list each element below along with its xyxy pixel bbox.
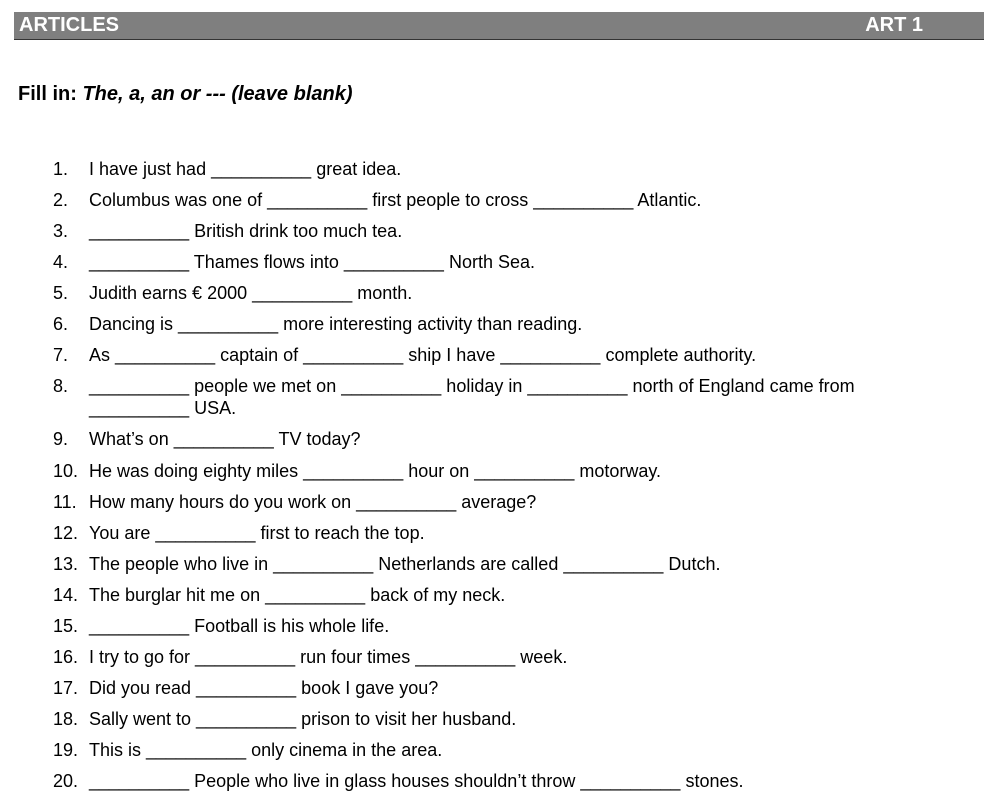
header-title: ARTICLES <box>19 14 119 36</box>
item-number: 8. <box>53 376 69 396</box>
item-text: The burglar hit me on __________ back of my neck. <box>89 585 506 605</box>
item-text: Sally went to __________ prison to visit her husband. <box>89 709 517 729</box>
item-number: 14. <box>53 585 79 605</box>
item-number: 20. <box>53 771 79 791</box>
item-number: 4. <box>53 252 69 272</box>
header-code: ART 1 <box>865 14 923 36</box>
item-text: I have just had __________ great idea. <box>89 159 402 179</box>
item-number: 9. <box>53 429 69 449</box>
instructions-options: The, a, an or --- (leave blank) <box>82 83 353 105</box>
item-text: He was doing eighty miles __________ hour on __________ motorway. <box>89 461 662 481</box>
item-number: 5. <box>53 283 69 303</box>
item-text: Did you read __________ book I gave you? <box>89 678 439 698</box>
item-number: 6. <box>53 314 69 334</box>
item-text: __________ Football is his whole life. <box>89 616 390 636</box>
item-number: 11. <box>53 492 77 512</box>
item-number: 7. <box>53 345 69 365</box>
item-number: 19. <box>53 740 79 760</box>
item-text: What’s on __________ TV today? <box>89 429 361 449</box>
item-text: Judith earns € 2000 __________ month. <box>89 283 413 303</box>
instructions-prefix: Fill in: <box>18 83 83 105</box>
item-text: __________ People who live in glass houses shouldn’t throw __________ stones. <box>89 771 744 791</box>
item-text: Dancing is __________ more interesting activity than reading. <box>89 314 583 334</box>
item-text-continuation: __________ USA. <box>89 398 237 418</box>
item-number: 3. <box>53 221 69 241</box>
item-text: As __________ captain of __________ ship I have __________ complete authority. <box>89 345 757 365</box>
item-number: 18. <box>53 709 79 729</box>
item-text: I try to go for __________ run four times __________ week. <box>89 647 568 667</box>
item-text: How many hours do you work on __________ average? <box>89 492 537 512</box>
item-text: This is __________ only cinema in the area. <box>89 740 443 760</box>
item-number: 10. <box>53 461 79 481</box>
item-text: __________ Thames flows into __________ North Sea. <box>89 252 535 272</box>
item-number: 17. <box>53 678 79 698</box>
item-number: 12. <box>53 523 79 543</box>
item-text: The people who live in __________ Netherlands are called __________ Dutch. <box>89 554 721 574</box>
item-text: __________ British drink too much tea. <box>89 221 403 241</box>
item-number: 13. <box>53 554 79 574</box>
item-text: Columbus was one of __________ first people to cross __________ Atlantic. <box>89 190 702 210</box>
item-text: You are __________ first to reach the top. <box>89 523 425 543</box>
item-text: __________ people we met on __________ holiday in __________ north of England came from <box>89 376 855 396</box>
item-number: 1. <box>53 159 69 179</box>
item-number: 15. <box>53 616 79 636</box>
item-number: 16. <box>53 647 79 667</box>
item-number: 2. <box>53 190 69 210</box>
